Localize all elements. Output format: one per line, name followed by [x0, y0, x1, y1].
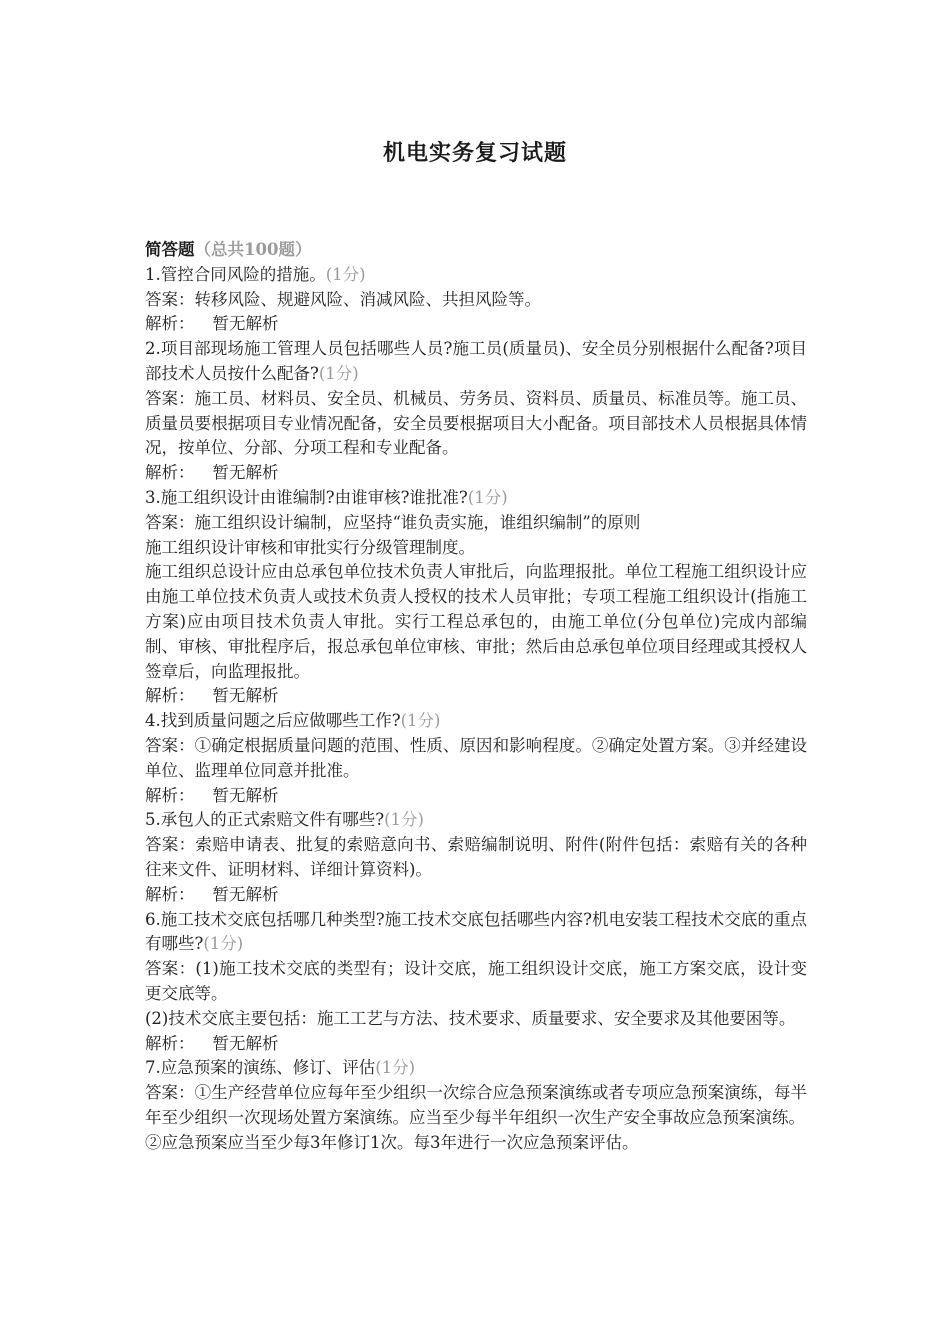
question-score: (1分) — [400, 711, 441, 731]
section-name: 简答题 — [145, 240, 195, 259]
section-heading — [145, 238, 807, 263]
question-text: 1.管控合同风险的措施。 — [145, 264, 326, 284]
analysis-label: 解析： — [145, 686, 195, 706]
question-2 — [145, 337, 807, 387]
question-text: 6.施工技术交底包括哪几种类型?施工技术交底包括哪些内容?机电安装工程技术交底的重点有哪些? — [145, 909, 807, 954]
analysis-label: 解析： — [145, 314, 195, 334]
question-text: 4.找到质量问题之后应做哪些工作? — [145, 711, 401, 731]
analysis-label: 解析： — [145, 1033, 195, 1053]
question-score: (1分) — [467, 487, 508, 507]
analysis-2 — [145, 461, 807, 486]
question-score: (1分) — [375, 1058, 416, 1078]
question-text: 5.承包人的正式索赔文件有哪些? — [145, 810, 385, 830]
question-text: 7.应急预案的演练、修订、评估 — [145, 1058, 376, 1078]
question-4 — [145, 709, 807, 734]
answer-3-extra-2: 施工组织总设计应由总承包单位技术负责人审批后，向监理报批。单位工程施工组织设计应由施工单位技术负责人或技术负责人授权的技术人员审批；专项工程施工组织设计(指施工方案)应由项目技术负责人审批。实行工程总承包的，由施工单位(分包单位)完成内部编制、审核、审批程序后，报总承包单位审核、审批；然后由总承包单位项目经理或其授权人签章后，向监理报批。 — [145, 562, 807, 681]
analysis-value: 暂无解析 — [212, 884, 279, 904]
answer-6-extra-1: (2)技术交底主要包括：施工工艺与方法、技术要求、质量要求、安全要求及其他要困等。 — [145, 1008, 796, 1028]
analysis-3 — [145, 684, 807, 709]
question-score: (1分) — [384, 810, 424, 830]
answer-6: 答案：(1)施工技术交底的类型有；设计交底，施工组织设计交底，施工方案交底，设计变更交底等。 — [145, 959, 807, 1003]
question-text: 2.项目部现场施工管理人员包括哪些人员?施工员(质量员)、安全员分别根据什么配备?项目部技术人员按什么配备? — [145, 339, 807, 383]
answer-3-extra-1: 施工组织设计审核和审批实行分级管理制度。 — [145, 537, 475, 557]
analysis-label: 解析： — [145, 785, 195, 805]
answer-7-extra-1: ②应急预案应当至少每3年修订1次。每3年进行一次应急预案评估。 — [145, 1132, 639, 1152]
question-5 — [145, 808, 807, 833]
analysis-value: 暂无解析 — [212, 686, 279, 706]
question-text: 3.施工组织设计由谁编制?由谁审核?谁批准? — [145, 487, 468, 507]
analysis-4 — [145, 784, 807, 809]
section-note: （总共100题） — [194, 240, 312, 259]
answer-7: 答案：①生产经营单位应每年至少组织一次综合应急预案演练或者专项应急预案演练，每半年至少组织一次现场处置方案演练。应当至少每半年组织一次生产安全事故应急预案演练。 — [145, 1083, 807, 1127]
answer-3: 答案：施工组织设计编制，应坚持“谁负责实施，谁组织编制”的原则 — [145, 512, 641, 532]
document-title: 机电实务复习试题 — [382, 140, 567, 166]
analysis-label: 解析： — [145, 463, 195, 483]
answer-5: 答案：索赔申请表、批复的索赔意向书、索赔编制说明、附件(附件包括：索赔有关的各种往来文件、证明材料、详细计算资料)。 — [145, 835, 807, 879]
analysis-6 — [145, 1032, 807, 1057]
question-6 — [145, 908, 807, 958]
analysis-value: 暂无解析 — [212, 785, 279, 805]
analysis-1 — [145, 312, 807, 337]
question-3 — [145, 486, 807, 511]
analysis-label: 解析： — [145, 884, 195, 904]
question-1 — [145, 263, 807, 288]
question-score: (1分) — [325, 264, 366, 284]
analysis-value: 暂无解析 — [212, 463, 279, 483]
question-score: (1分) — [318, 363, 359, 383]
answer-2: 答案：施工员、材料员、安全员、机械员、劳务员、资料员、质量员、标准员等。施工员、质量员要根据项目专业情况配备，安全员要根据项目大小配备。项目部技术人员根据具体情况，按单位、分部、分项工程和专业配备。 — [145, 388, 807, 458]
question-score: (1分) — [203, 934, 244, 954]
question-7 — [145, 1056, 807, 1081]
document-body — [145, 238, 807, 1155]
analysis-value: 暂无解析 — [212, 314, 279, 334]
analysis-5 — [145, 883, 807, 908]
answer-1: 答案：转移风险、规避风险、消减风险、共担风险等。 — [145, 289, 541, 309]
analysis-value: 暂无解析 — [212, 1033, 279, 1053]
answer-4: 答案：①确定根据质量问题的范围、性质、原因和影响程度。②确定处置方案。③并经建设单位、监理单位同意并批准。 — [145, 735, 807, 780]
